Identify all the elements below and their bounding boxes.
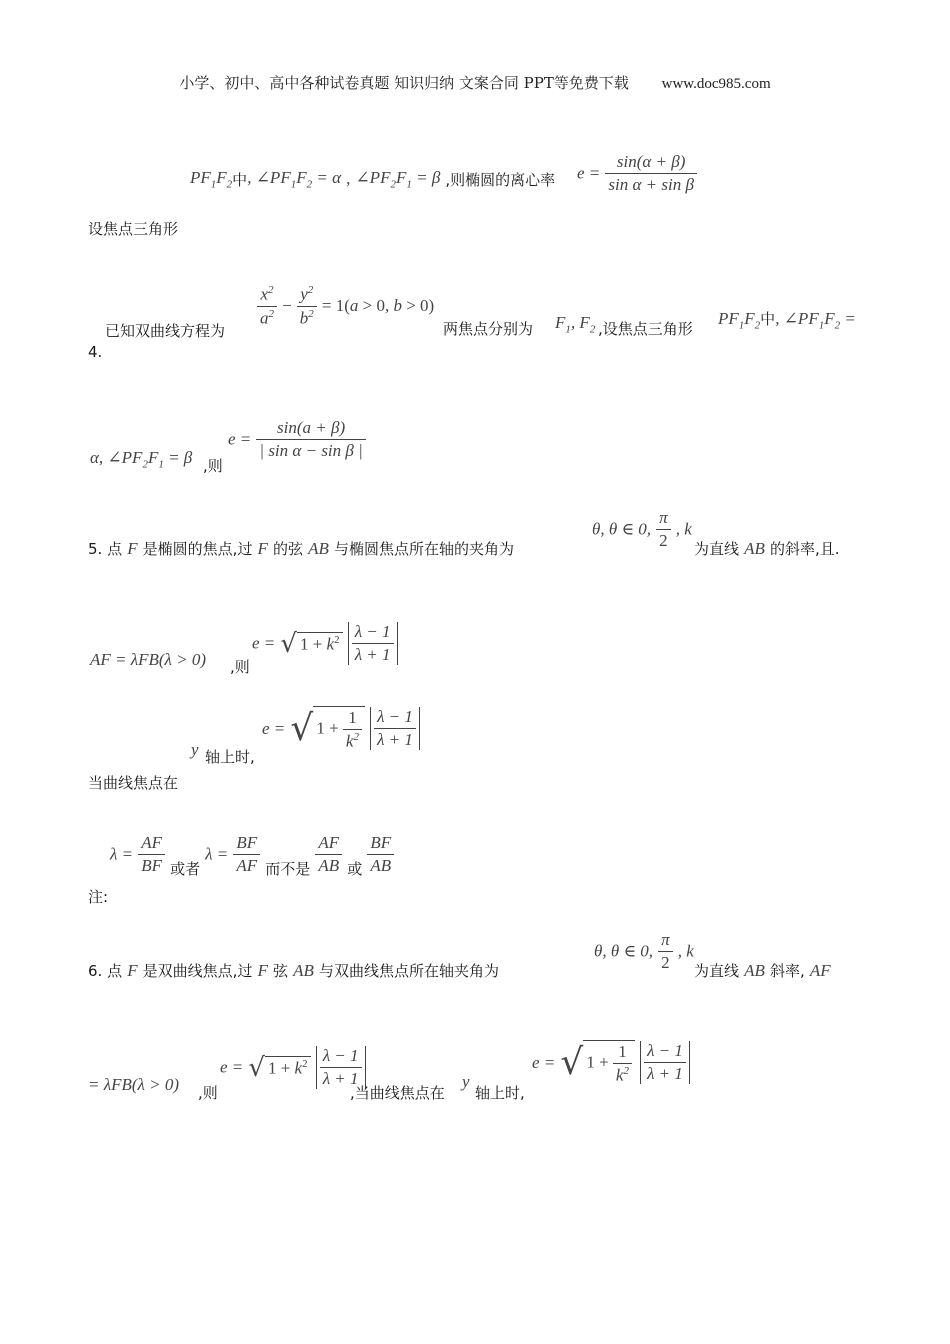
formula-ellipse-ecc: e = $\frac{\sin(\alpha + \beta)}{\text{sin α + sin β}}$ — [577, 152, 697, 195]
formula-angles-hyperbola: α, $\angle PF_2F_1 = \beta$ — [90, 448, 193, 471]
page-header — [0, 72, 950, 93]
text-then-5: ,则 — [230, 658, 250, 676]
text-when-focus: 当曲线焦点在 — [88, 774, 179, 792]
item5-line-end: 为直线 AB 的斜率,且. — [694, 539, 840, 558]
formula-lambda-note: λ = $\frac{AF}{BF}$ 或者 λ = $\frac{BF}{AF}$ 而不是 $\frac{AF}{AB}$ 或 $\frac{BF}{AB}$ — [110, 830, 394, 879]
formula-foci: $F_1$, $F_2$ — [555, 313, 596, 336]
item6-line-end: 为直线 AB 斜率, AF — [694, 961, 831, 980]
text-then: ,则 — [203, 457, 223, 475]
text-note: 注: — [88, 888, 109, 906]
formula-ecc-x-axis: e = √ $1 + k^2$ $\frac{\lambda - 1}{\lambda + 1}$ — [252, 622, 398, 665]
formula-ecc-6-y: e = √ 1 + $\frac{1}{k^2}$ $\frac{\lambda - 1}{\lambda + 1}$ — [532, 1040, 690, 1086]
header-text: 小学、初中、高中各种试卷真题 知识归纳 文案合同 PPT等免费下载 — [179, 74, 629, 92]
line-hyperbola-def: 已知双曲线方程为 — [105, 322, 226, 340]
formula-ecc-6-x: e = √ $1 + k^2$ $\frac{\lambda - 1}{\lambda + 1}$ — [220, 1046, 366, 1089]
formula-lambda-fb: = λFB(λ > 0) — [88, 1075, 180, 1094]
formula-ecc-y-axis: e = √ 1 + $\frac{1}{k^2}$ $\frac{\lambda - 1}{\lambda + 1}$ — [262, 706, 420, 752]
formula-theta-range: θ, θ ∈ 0, $\frac{\pi}{2}$ , k — [592, 508, 692, 550]
symbol-y: y — [191, 740, 199, 759]
item-number-4: 4. — [88, 343, 103, 361]
text-eccentricity: ,则椭圆的离心率 — [445, 170, 556, 189]
label-focal-triangle: 设焦点三角形 — [88, 220, 179, 238]
item6-line: 6. 点 F 是双曲线焦点,过 F 弦 AB 与双曲线焦点所在轴夹角为 — [88, 961, 500, 980]
item5-line: 5. 点 F 是椭圆的焦点,过 F 的弦 AB 与椭圆焦点所在轴的夹角为 — [88, 539, 515, 558]
text-when-focus-6: ,当曲线焦点在 — [350, 1084, 445, 1102]
formula-af-lambda: AF = λFB(λ > 0) — [90, 650, 207, 669]
symbol-y-6: y — [462, 1072, 470, 1091]
text-y-axis: 轴上时, — [205, 748, 255, 766]
formula-hyperbola: $\frac{x^2}{a^2}$ − $\frac{y^2}{b^2}$ = 1(a > 0, b > 0) — [257, 284, 434, 328]
text-set-triangle: ,设焦点三角形 — [598, 320, 693, 338]
text-then-6: ,则 — [198, 1084, 218, 1102]
text-two-foci: 两焦点分别为 — [443, 320, 534, 338]
formula-hyperbola-ecc: e = $\frac{\sin(a + \beta)}{\text{| sin α − sin β |}}$ — [228, 418, 366, 461]
formula-theta-range-6: θ, θ ∈ 0, $\frac{\pi}{2}$ , k — [594, 930, 694, 972]
header-site: www.doc985.com — [661, 76, 771, 92]
text-y-axis-6: 轴上时, — [475, 1084, 525, 1102]
formula-ellipse-triangle: $PF_1F_2$中, $\angle PF_1F_2 = \alpha$ , $\angle PF_2F_1 = \beta$ ,则椭圆的离心率 — [190, 168, 556, 191]
formula-triangle-angle: $PF_1F_2$中, $\angle PF_1F_2$ = — [718, 309, 856, 332]
